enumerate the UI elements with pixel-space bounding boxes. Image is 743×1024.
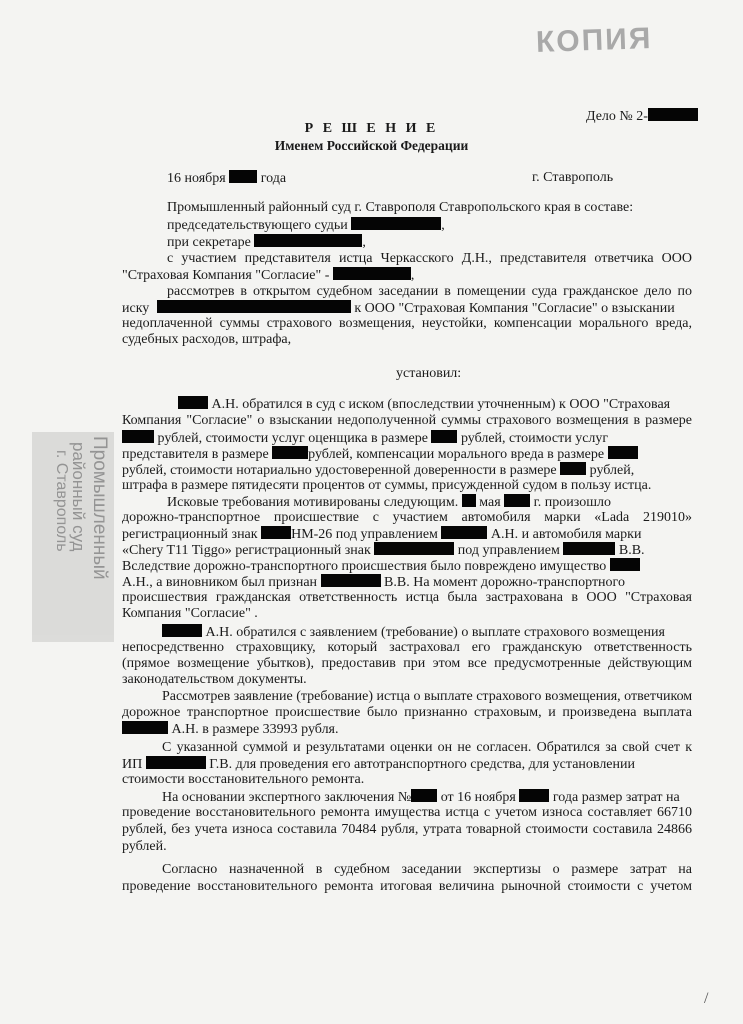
text-line: недоплаченной суммы страхового возмещения, неустойки, компенсации морального вреда,: [122, 316, 692, 331]
text-line: [122, 721, 339, 738]
text-line: [122, 558, 640, 575]
text-line: [167, 494, 611, 511]
text-line: дорожное транспортное происшествие было признанно страховым, и произведена выплата: [122, 705, 692, 720]
copy-stamp: КОПИЯ: [535, 21, 653, 60]
text-line: [122, 756, 635, 773]
text-line: Промышленный районный суд г. Ставрополя Ставропольского края в составе:: [167, 200, 634, 215]
redaction-block: [462, 494, 476, 507]
redaction-block: [411, 789, 437, 802]
document-subtitle: Именем Российской Федерации: [274, 138, 469, 153]
text-fragment: НМ-26 под управлением: [291, 527, 438, 542]
redaction-block: [519, 789, 549, 802]
text-line: при секретаре ,: [167, 235, 366, 250]
case-number-text: Дело № 2-: [586, 109, 648, 124]
text-line: [122, 574, 625, 591]
redaction-block: [504, 494, 530, 507]
redaction-block: [441, 526, 487, 539]
page-mark: /: [704, 990, 709, 1007]
text-line: [122, 542, 645, 559]
redaction-block: [333, 267, 411, 280]
text-line: штрафа в размере пятидесяти процентов от суммы, присужденной судом в пользу истца.: [122, 478, 652, 493]
text-line: (прямое возмещение убытков), предоставив при этом все предусмотренные действующим: [122, 656, 692, 671]
text-fragment: иску: [122, 301, 150, 316]
redaction-block: [272, 446, 308, 459]
text-line: с участием представителя истца Черкасского Д.Н., представителя ответчика ООО: [167, 251, 692, 266]
redaction-block: [610, 558, 640, 571]
redaction-block: [162, 624, 202, 637]
text-line: председательствующего судьи ,: [167, 218, 445, 233]
redaction-block: [431, 430, 457, 443]
redaction-block: [229, 170, 257, 183]
text-line: законодательством документы.: [122, 672, 307, 687]
text-line: [122, 430, 608, 447]
text-fragment: рублей, стоимости нотариально удостоверенной доверенности в размере: [122, 463, 557, 478]
text-fragment: А.Н. и автомобиля марки: [490, 527, 642, 542]
text-fragment: рублей,: [589, 463, 635, 478]
text-fragment: года размер затрат на: [552, 790, 680, 805]
text-line: Согласно назначенной в судебном заседании экспертизы о размере затрат на: [162, 862, 692, 877]
text-fragment: В.В. На момент дорожно-транспортного: [384, 575, 625, 590]
text-line: непосредственно страховщику, который застраховал его гражданскую ответственность: [122, 640, 692, 655]
text-line: рублей, без учета износа составила 70484 рубля, утрата товарной стоимости составила 24866: [122, 822, 692, 837]
decision-date: [167, 170, 286, 187]
decision-city: г. Ставрополь: [532, 170, 614, 185]
text-fragment: Г.В. для проведения его автотранспортного средства, для установлении: [209, 757, 635, 772]
redaction-block: [648, 108, 698, 121]
text-line: [162, 624, 665, 641]
text-fragment: к ООО "Страховая Компания "Согласие" о взыскании: [354, 301, 675, 316]
redaction-block: [608, 446, 638, 459]
text-line: [122, 300, 675, 317]
text-fragment: под управлением: [457, 543, 560, 558]
redaction-block: [261, 526, 291, 539]
redaction-block: [157, 300, 351, 313]
text-line: [122, 462, 634, 479]
redaction-block: [122, 721, 168, 734]
text-fragment: мая: [479, 495, 501, 510]
text-line: стоимости восстановительного ремонта.: [122, 772, 365, 787]
side-stamp-line-1: Промышленный: [89, 436, 110, 580]
text-line: рублей.: [122, 839, 167, 854]
redaction-block: [146, 756, 206, 769]
redaction-block: [178, 396, 208, 409]
text-fragment: регистрационный знак: [122, 527, 258, 542]
text-line: Компания "Согласие" о взыскании недополученной суммы страхового возмещения в размере: [122, 413, 692, 428]
side-stamp-line-3: г. Ставрополь: [53, 450, 70, 552]
text-fragment: На основании экспертного заключения №: [162, 790, 412, 805]
text-fragment: рублей, стоимости услуг оценщика в размере: [157, 431, 428, 446]
text-fragment: представителя в размере: [122, 447, 269, 462]
text-fragment: «Chery T11 Tiggo» регистрационный знак: [122, 543, 371, 558]
text-fragment: г. произошло: [533, 495, 612, 510]
text-line: Рассмотрев заявление (требование) истца о выплате страхового возмещения, ответчиком: [162, 689, 693, 704]
redaction-block: [374, 542, 454, 555]
text-fragment: от 16 ноября: [440, 790, 516, 805]
redaction-block: [122, 430, 154, 443]
section-heading: установил:: [396, 366, 462, 381]
court-side-stamp: [32, 432, 114, 642]
text-line: С указанной суммой и результатами оценки он не согласен. Обратился за свой счет к: [162, 740, 692, 755]
text-line: [162, 789, 680, 806]
text-line: проведение восстановительного ремонта имущества истца с учетом износа составляет 66710: [122, 805, 692, 820]
redaction-block: [351, 217, 441, 230]
redaction-block: [321, 574, 381, 587]
document-title: Р Е Ш Е Н И Е: [304, 121, 439, 136]
text-line: "Страховая Компания "Согласие" - ,: [122, 268, 415, 283]
text-line: проведение восстановительного ремонта итоговая величина рыночной стоимости с учетом: [122, 879, 692, 894]
text-line: [122, 526, 641, 543]
text-fragment: А.Н., а виновником был признан: [122, 575, 318, 590]
redaction-block: [563, 542, 615, 555]
redaction-block: [254, 234, 362, 247]
text-fragment: А.Н. в размере 33993 рубля.: [171, 722, 339, 737]
side-stamp-line-2: районный суд: [69, 442, 88, 552]
date-day-month: 16 ноября: [167, 171, 226, 186]
text-fragment: председательствующего судьи: [167, 218, 348, 233]
text-fragment: В.В.: [618, 543, 645, 558]
text-line: судебных расходов, штрафа,: [122, 332, 292, 347]
text-line: Компания "Согласие" .: [122, 606, 258, 621]
text-fragment: рублей, компенсации морального вреда в размере: [308, 447, 605, 462]
text-fragment: при секретаре: [167, 235, 251, 250]
text-fragment: Исковые требования мотивированы следующим.: [167, 495, 459, 510]
text-fragment: ИП: [122, 757, 143, 772]
text-line: рассмотрев в открытом судебном заседании в помещении суда гражданское дело по: [167, 284, 692, 299]
redaction-block: [560, 462, 586, 475]
text-line: [178, 396, 670, 413]
text-fragment: А.Н. обратился с заявлением (требование) о выплате страхового возмещения: [205, 625, 665, 640]
text-line: происшествия гражданская ответственность истца была застрахована в ООО "Страховая: [122, 590, 692, 605]
text-fragment: Вследствие дорожно-транспортного происшествия было повреждено имущество: [122, 559, 607, 574]
text-line: дорожно-транспортное происшествие с участием автомобиля марки «Lada 219010»: [122, 510, 692, 525]
text-fragment: "Страховая Компания "Согласие" -: [122, 268, 330, 283]
text-fragment: А.Н. обратился в суд с иском (впоследствии уточненным) к ООО "Страховая: [211, 397, 671, 412]
date-year-word: года: [260, 171, 287, 186]
text-line: [122, 446, 638, 463]
text-fragment: рублей, стоимости услуг: [460, 431, 609, 446]
